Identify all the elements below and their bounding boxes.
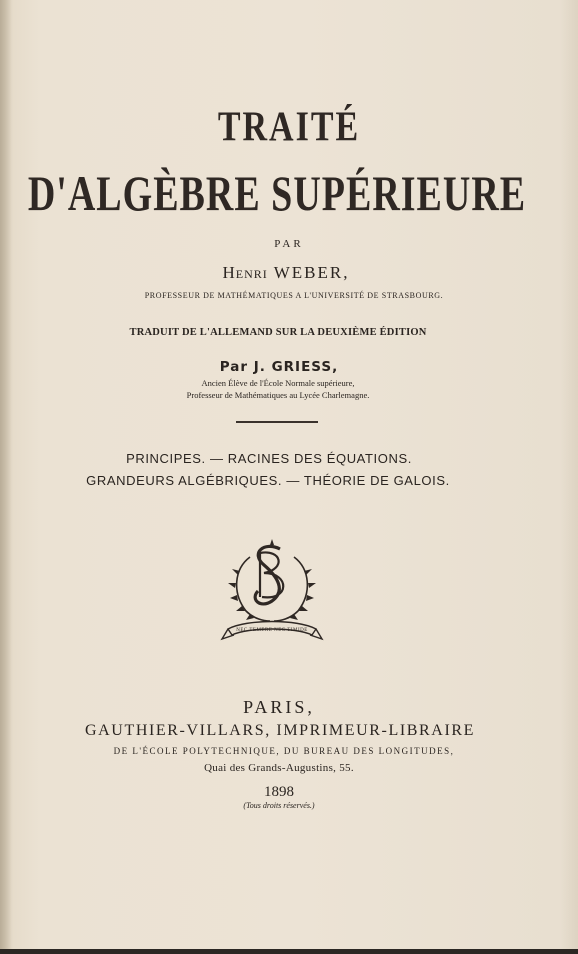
author-first-name: Henri <box>222 263 268 282</box>
by-label: PAR <box>274 238 304 250</box>
page-edge <box>0 949 578 954</box>
publisher-address: Quai des Grands-Augustins, 55. <box>204 762 354 774</box>
publisher-monogram-wreath-icon <box>220 535 324 645</box>
translator-title-2: Professeur de Mathématiques au Lycée Charlemagne. <box>186 390 370 400</box>
subtitle-line-1: PRINCIPES. — RACINES DES ÉQUATIONS. <box>126 451 412 466</box>
emblem-motto: NEC TEMERE NEC TIMIDE <box>236 628 308 633</box>
author-last-name: WEBER, <box>273 263 350 282</box>
title-line-2: D'ALGÈBRE SUPÉRIEURE <box>27 167 527 222</box>
publication-year: 1898 <box>264 784 294 800</box>
author-position: PROFESSEUR DE MATHÉMATIQUES A L'UNIVERSITÉ DE STRASBOURG. <box>144 291 444 300</box>
translator-name: Par J. GRIESS, <box>219 359 339 375</box>
title-line-1: TRAITÉ <box>217 104 361 151</box>
subtitle-line-2: GRANDEURS ALGÉBRIQUES. — THÉORIE DE GALOIS. <box>86 473 450 488</box>
translator-title-1: Ancien Élève de l'École Normale supérieure, <box>201 378 355 388</box>
author-name <box>0 263 575 283</box>
publisher-detail: DE L'ÉCOLE POLYTECHNIQUE, DU BUREAU DES LONGITUDES, <box>113 746 455 756</box>
divider-rule <box>236 421 318 423</box>
publication-city: PARIS, <box>243 697 315 717</box>
publisher-name: GAUTHIER-VILLARS, IMPRIMEUR-LIBRAIRE <box>84 722 476 739</box>
rights-notice: (Tous droits réservés.) <box>243 801 315 810</box>
translation-note: TRADUIT DE L'ALLEMAND SUR LA DEUXIÈME ÉDITION <box>129 327 427 338</box>
